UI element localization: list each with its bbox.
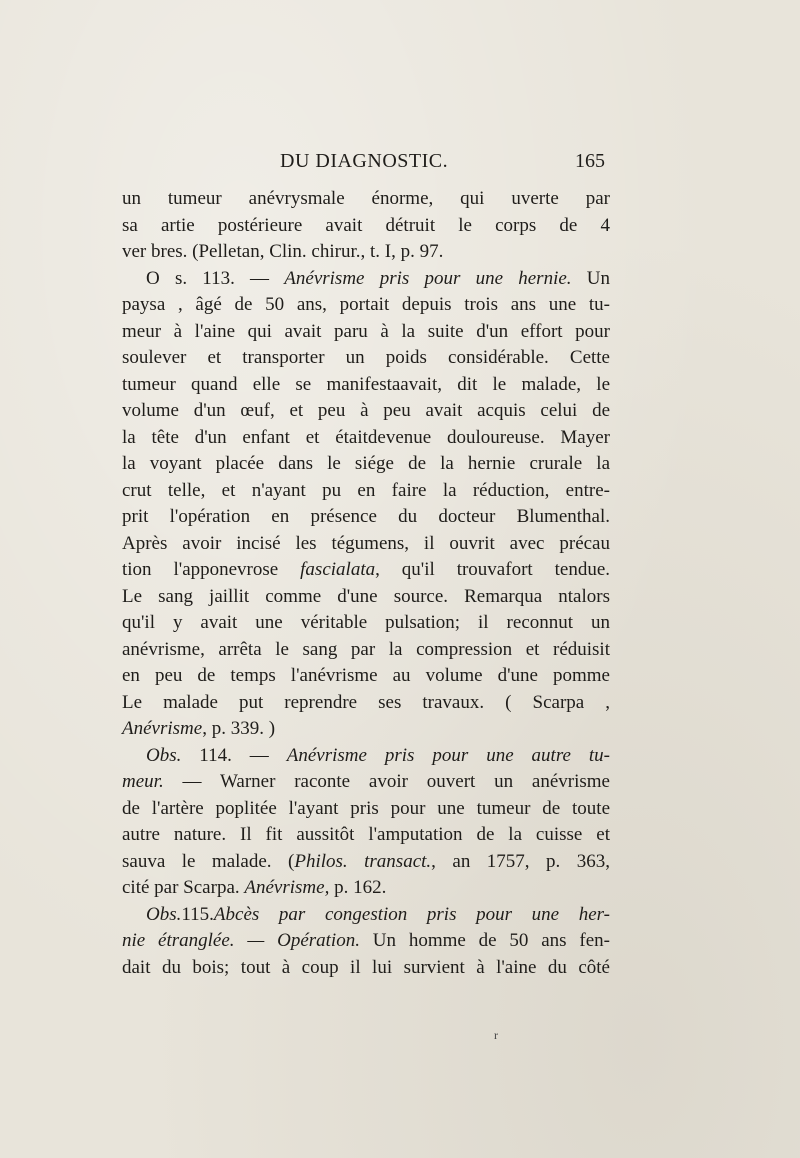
text-line bbox=[122, 875, 610, 902]
italic-term: Philos. transact. bbox=[294, 850, 432, 872]
text-line: Le sang jaillit comme d'une source. Remarqua ntalors bbox=[122, 585, 610, 607]
text-line: Le malade put reprendre ses travaux. ( Scarpa , bbox=[122, 691, 610, 713]
obs-label: Obs. bbox=[146, 744, 182, 766]
text-line: en peu de temps l'anévrisme au volume d'une pomme bbox=[122, 665, 610, 686]
observation-113-heading bbox=[122, 266, 610, 293]
text-line: dait du bois; tout à coup il lui survient à l'aine du côté bbox=[122, 956, 610, 978]
text-fragment: tion l'apponevrose bbox=[122, 559, 301, 580]
text-line bbox=[122, 849, 610, 876]
text-fragment: cité par Scarpa. bbox=[122, 877, 245, 898]
text-fragment: sauva le malade. ( bbox=[122, 850, 295, 872]
page-number: 165 bbox=[575, 150, 605, 172]
text-line: soulever et transporter un poids considérable. Cette bbox=[122, 347, 610, 368]
text-fragment: p. 162. bbox=[329, 877, 387, 898]
text-line: anévrisme, arrêta le sang par la compression et réduisit bbox=[122, 638, 610, 660]
text-line bbox=[122, 928, 610, 955]
text-line: la voyant placée dans le siége de la hernie crurale la bbox=[122, 453, 610, 474]
obs-label: Obs. bbox=[146, 903, 182, 925]
obs-title: meur. bbox=[122, 771, 164, 792]
page-header bbox=[120, 150, 605, 180]
text-line: sa artie postérieure avait détruit le corps de 4 bbox=[122, 214, 610, 236]
italic-term: fascialata bbox=[300, 559, 376, 580]
text-line: autre nature. Il fit aussitôt l'amputation de la cuisse et bbox=[122, 824, 610, 845]
obs-number: O s. 113. — bbox=[146, 267, 285, 289]
running-head: DU DIAGNOSTIC. bbox=[280, 150, 449, 172]
observation-115-heading bbox=[122, 902, 610, 929]
text-fragment: , qu'il trouvafort tendue. bbox=[375, 559, 611, 580]
text-line: qu'il y avait une véritable pulsation; il reconnut un bbox=[122, 612, 610, 633]
text-line bbox=[122, 557, 610, 584]
obs-number: 115. bbox=[181, 903, 214, 925]
italic-term: Anévrisme bbox=[122, 718, 203, 739]
text-line bbox=[122, 716, 610, 743]
text-line: ver bres. (Pelletan, Clin. chirur., t. I, p. 97. bbox=[122, 241, 444, 262]
text-fragment: — Warner raconte avoir ouvert un anévrisme bbox=[163, 771, 610, 792]
observation-114-heading bbox=[122, 743, 610, 770]
text-line: meur à l'aine qui avait paru à la suite d'un effort pour bbox=[122, 320, 610, 342]
obs-number: 114. — bbox=[181, 744, 287, 766]
obs-title: Abcès par congestion pris pour une her- bbox=[213, 903, 610, 925]
text-line: tumeur quand elle se manifestaavait, dit le malade, le bbox=[122, 373, 610, 395]
obs-title: Anévrisme pris pour une autre tu- bbox=[286, 744, 610, 766]
text-line: crut telle, et n'ayant pu en faire la réduction, entre- bbox=[122, 479, 610, 501]
obs-title: Anévrisme pris pour une hernie. bbox=[284, 267, 572, 289]
text-line: de l'artère poplitée l'ayant pris pour une tumeur de toute bbox=[122, 797, 610, 819]
text-fragment: , an 1757, p. 363, bbox=[431, 850, 611, 872]
text-fragment: Un homme de 50 ans fen- bbox=[359, 930, 610, 951]
text-line: la tête d'un enfant et étaitdevenue douloureuse. Mayer bbox=[122, 426, 610, 448]
text-line: un tumeur anévrysmale énorme, qui uverte par bbox=[122, 188, 610, 209]
text-line: volume d'un œuf, et peu à peu avait acquis celui de bbox=[122, 400, 610, 421]
text-fragment: Un bbox=[571, 267, 610, 289]
text-line: prit l'opération en présence du docteur Blumenthal. bbox=[122, 506, 610, 527]
body-text bbox=[122, 186, 610, 981]
italic-term: Anévrisme, bbox=[244, 877, 330, 898]
text-fragment: , p. 339. ) bbox=[202, 718, 276, 739]
signature-mark: r bbox=[494, 1028, 498, 1042]
obs-title: nie étranglée. — Opération. bbox=[122, 930, 360, 951]
text-line: Après avoir incisé les tégumens, il ouvrit avec précau bbox=[122, 532, 610, 554]
text-line bbox=[122, 769, 610, 796]
text-line: paysa , âgé de 50 ans, portait depuis trois ans une tu- bbox=[122, 294, 610, 315]
